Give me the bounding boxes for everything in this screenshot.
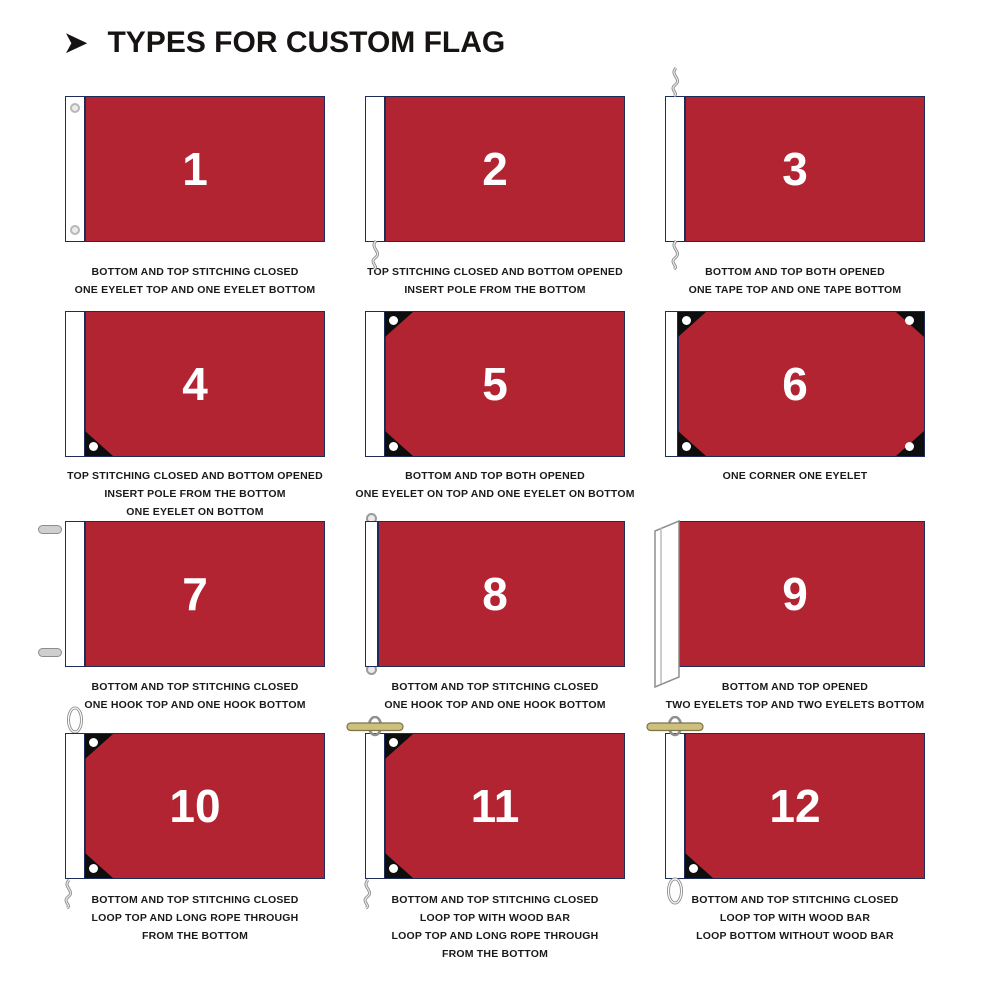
caption-line: ONE EYELET TOP AND ONE EYELET BOTTOM	[74, 284, 316, 296]
rope-icon	[367, 240, 385, 275]
caption-line: TOP STITCHING CLOSED AND BOTTOM OPENED	[367, 266, 623, 278]
flag-number: 12	[769, 780, 821, 832]
caption-line: ONE HOOK TOP AND ONE HOOK BOTTOM	[384, 699, 606, 711]
page-title	[64, 26, 505, 60]
caption-line: LOOP TOP AND LONG ROPE THROUGH	[391, 930, 599, 942]
flag-number: 2	[482, 143, 508, 195]
caption-line: ONE HOOK TOP AND ONE HOOK BOTTOM	[84, 699, 306, 711]
caption-line: ONE EYELET ON TOP AND ONE EYELET ON BOTTOM	[355, 488, 635, 500]
caption-line: TOP STITCHING CLOSED AND BOTTOM OPENED	[67, 470, 323, 482]
page-title-text: TYPES FOR CUSTOM FLAG	[107, 26, 506, 59]
rope-loop-icon	[665, 877, 685, 912]
caption-line: ONE TAPE TOP AND ONE TAPE BOTTOM	[688, 284, 902, 296]
flag-illustration	[65, 733, 325, 879]
tape-icon	[667, 240, 685, 275]
hook-icon	[38, 648, 62, 657]
rope-icon	[60, 879, 78, 914]
flag-number: 4	[182, 358, 208, 410]
flag-illustration	[665, 521, 925, 667]
caption-line: BOTTOM AND TOP STITCHING CLOSED	[391, 894, 599, 906]
caption-line: BOTTOM AND TOP STITCHING CLOSED	[91, 266, 299, 278]
flag-caption	[625, 467, 965, 485]
caption-line: LOOP BOTTOM WITHOUT WOOD BAR	[696, 930, 894, 942]
flag-number: 10	[169, 780, 221, 832]
caption-line: LOOP TOP WITH WOOD BAR	[719, 912, 871, 924]
flag-illustration	[665, 733, 925, 879]
caption-line: FROM THE BOTTOM	[141, 930, 249, 942]
caption-line: BOTTOM AND TOP STITCHING CLOSED	[391, 681, 599, 693]
flag-number: 3	[782, 143, 808, 195]
flag-number: 11	[470, 780, 520, 832]
flag-illustration	[65, 96, 325, 242]
caption-line: BOTTOM AND TOP STITCHING CLOSED	[91, 894, 299, 906]
caption-line: BOTTOM AND TOP BOTH OPENED	[705, 266, 885, 278]
caption-line: BOTTOM AND TOP STITCHING CLOSED	[91, 681, 299, 693]
flag-illustration	[65, 521, 325, 667]
caption-line: TWO EYELETS TOP AND TWO EYELETS BOTTOM	[665, 699, 925, 711]
caption-line: BOTTOM AND TOP STITCHING CLOSED	[691, 894, 899, 906]
caption-line: BOTTOM AND TOP BOTH OPENED	[405, 470, 585, 482]
flag-caption	[25, 467, 365, 521]
flag-illustration	[365, 733, 625, 879]
flag-number: 9	[782, 568, 808, 620]
caption-line: BOTTOM AND TOP OPENED	[721, 681, 869, 693]
rope-icon	[359, 879, 377, 914]
flag-number: 8	[482, 568, 508, 620]
caption-line: INSERT POLE FROM THE BOTTOM	[404, 284, 586, 296]
flag-illustration	[665, 96, 925, 242]
caption-line: ONE CORNER ONE EYELET	[722, 470, 868, 482]
flag-number: 7	[182, 568, 208, 620]
flag-number: 5	[482, 358, 508, 410]
flag-illustration	[65, 311, 325, 457]
flag-caption	[25, 263, 365, 299]
flag-caption	[325, 467, 665, 503]
caption-line: LOOP TOP WITH WOOD BAR	[419, 912, 571, 924]
caption-line: ONE EYELET ON BOTTOM	[126, 506, 264, 518]
hook-icon	[38, 525, 62, 534]
caption-line: FROM THE BOTTOM	[441, 948, 549, 960]
caption-line: INSERT POLE FROM THE BOTTOM	[104, 488, 286, 500]
flag-number: 1	[182, 143, 208, 195]
arrow-right-icon: ➤	[64, 27, 88, 58]
caption-line: LOOP TOP AND LONG ROPE THROUGH	[91, 912, 299, 924]
flag-illustration	[365, 521, 625, 667]
flag-caption	[325, 678, 665, 714]
flag-illustration	[665, 311, 925, 457]
flag-illustration	[365, 311, 625, 457]
flag-illustration	[365, 96, 625, 242]
flag-number: 6	[782, 358, 808, 410]
